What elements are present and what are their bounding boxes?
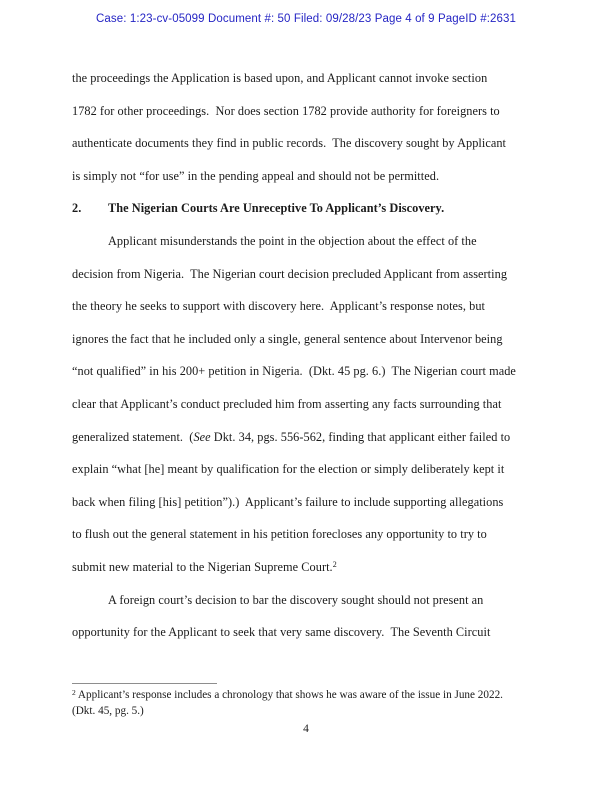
case-header: Case: 1:23-cv-05099 Document #: 50 Filed: 09/28/23 Page 4 of 9 PageID #:2631 (96, 13, 516, 25)
text-line (72, 453, 542, 486)
text-line (72, 355, 542, 388)
text-segment: decision from Nigeria. The Nigerian court decision precluded Applicant from asserting (72, 266, 508, 281)
text-segment: opportunity for the Applicant to seek that very same discovery. The Seventh Circuit (72, 625, 491, 640)
text-segment: to flush out the general statement in his petition forecloses any opportunity to try to (72, 527, 487, 542)
text-line (72, 551, 542, 584)
text-segment: authenticate documents they find in public records. The discovery sought by Applicant (72, 136, 507, 151)
text-segment: (Dkt. 45, pg. 5.) (72, 704, 144, 717)
text-line (72, 584, 542, 617)
footnote (72, 688, 552, 719)
footnote-reference: 2 (332, 559, 337, 569)
text-segment: generalized statement. ( (72, 429, 194, 444)
text-segment: Dkt. 34, pgs. 556-562, finding that applicant either failed to (210, 429, 511, 444)
text-segment: “not qualified” in his 200+ petition in Nigeria. (Dkt. 45 pg. 6.) The Nigerian court made (72, 364, 516, 379)
text-line (72, 258, 542, 291)
section-heading-text: The Nigerian Courts Are Unreceptive To Applicant’s Discovery. (108, 201, 445, 216)
text-line (72, 518, 542, 551)
text-line (72, 388, 542, 421)
text-line (72, 95, 542, 128)
text-segment: explain “what [he] meant by qualification for the election or simply deliberately kept it (72, 462, 505, 477)
footnote-reference: 2 (72, 688, 76, 697)
footnote-separator-rule (72, 683, 217, 684)
text-segment: ignores the fact that he included only a single, general sentence about Intervenor being (72, 331, 503, 346)
text-line (72, 421, 542, 454)
text-line (72, 323, 542, 356)
body-content (72, 62, 542, 649)
text-segment: Applicant misunderstands the point in the objection about the effect of the (108, 233, 477, 248)
text-segment: A foreign court’s decision to bar the discovery sought should not present an (108, 592, 484, 607)
text-segment: 1782 for other proceedings. Nor does section 1782 provide authority for foreigners to (72, 103, 500, 118)
footnote-line (72, 688, 552, 704)
footnote-line (72, 704, 552, 720)
section-number: 2. (72, 201, 82, 216)
text-segment: Applicant’s response includes a chronology that shows he was aware of the issue in June 2022. (75, 689, 503, 701)
text-segment: See (193, 429, 211, 444)
text-line (72, 160, 542, 193)
text-segment: the theory he seeks to support with discovery here. Applicant’s response notes, but (72, 299, 485, 314)
text-segment: submit new material to the Nigerian Supreme Court. (72, 559, 333, 574)
text-line (72, 290, 542, 323)
section-heading (72, 192, 542, 225)
text-line (72, 62, 542, 95)
text-line (72, 486, 542, 519)
text-segment: clear that Applicant’s conduct precluded him from asserting any facts surrounding that (72, 396, 502, 411)
text-line (72, 616, 542, 649)
page-number: 4 (303, 723, 309, 735)
text-segment: back when filing [his] petition”).) Applicant’s failure to include supporting allegations (72, 494, 504, 509)
text-line (72, 225, 542, 258)
text-segment: is simply not “for use” in the pending appeal and should not be permitted. (72, 168, 440, 183)
text-line (72, 127, 542, 160)
text-segment: the proceedings the Application is based upon, and Applicant cannot invoke section (72, 71, 488, 85)
